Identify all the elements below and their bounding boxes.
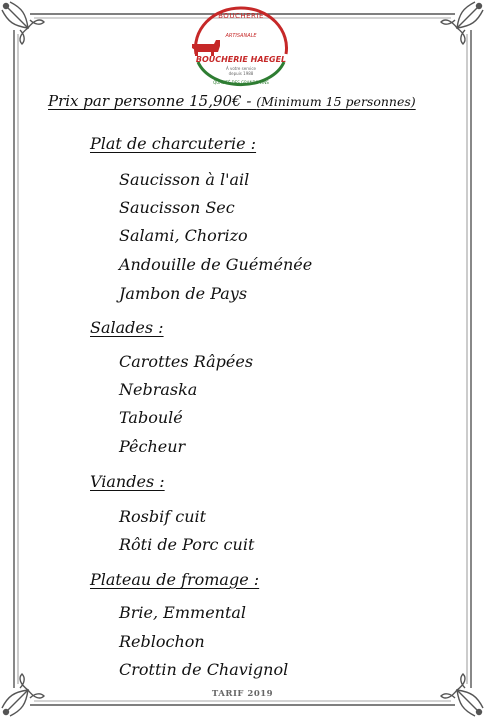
menu-item: Rôti de Porc cuit: [119, 535, 255, 554]
logo-shop-name: BOUCHERIE HAEGEL: [195, 55, 287, 64]
menu-item: Reblochon: [119, 632, 205, 651]
logo-line1: BOUCHERIE: [218, 12, 264, 20]
menu-item: Jambon de Pays: [119, 284, 248, 303]
price-per-person: [48, 92, 428, 110]
section-title-salades: Salades :: [90, 318, 164, 337]
section-title-viandes: Viandes :: [90, 472, 165, 491]
menu-item: Taboulé: [119, 408, 183, 427]
section-title-fromage: Plateau de fromage :: [90, 570, 260, 589]
menu-item: Nebraska: [119, 380, 198, 399]
section-title-charcuterie: Plat de charcuterie :: [90, 134, 257, 153]
menu-item: Rosbif cuit: [119, 507, 207, 526]
logo-bottom-text: QUALITÉ DES GRANDS VINS: [213, 80, 269, 85]
menu-item: Saucisson Sec: [119, 198, 235, 217]
tariff-year-footer: TARIF 2019: [211, 689, 274, 699]
price-text: Prix par personne 15,90€ -: [48, 92, 257, 110]
logo-tagline: À votre service depuis 1988: [225, 66, 256, 76]
menu-item: Pêcheur: [119, 437, 186, 456]
logo-line2: ARTISANALE: [225, 33, 257, 39]
minimum-persons: (Minimum 15 personnes): [256, 94, 416, 109]
menu-item: Saucisson à l'ail: [119, 170, 250, 189]
butcher-shop-logo: [184, 4, 298, 90]
menu-item: Crottin de Chavignol: [119, 660, 289, 679]
menu-item: Carottes Râpées: [119, 352, 254, 371]
menu-item: Salami, Chorizo: [119, 226, 248, 245]
menu-item: Andouille de Guéménée: [119, 255, 313, 274]
menu-item: Brie, Emmental: [119, 603, 247, 622]
